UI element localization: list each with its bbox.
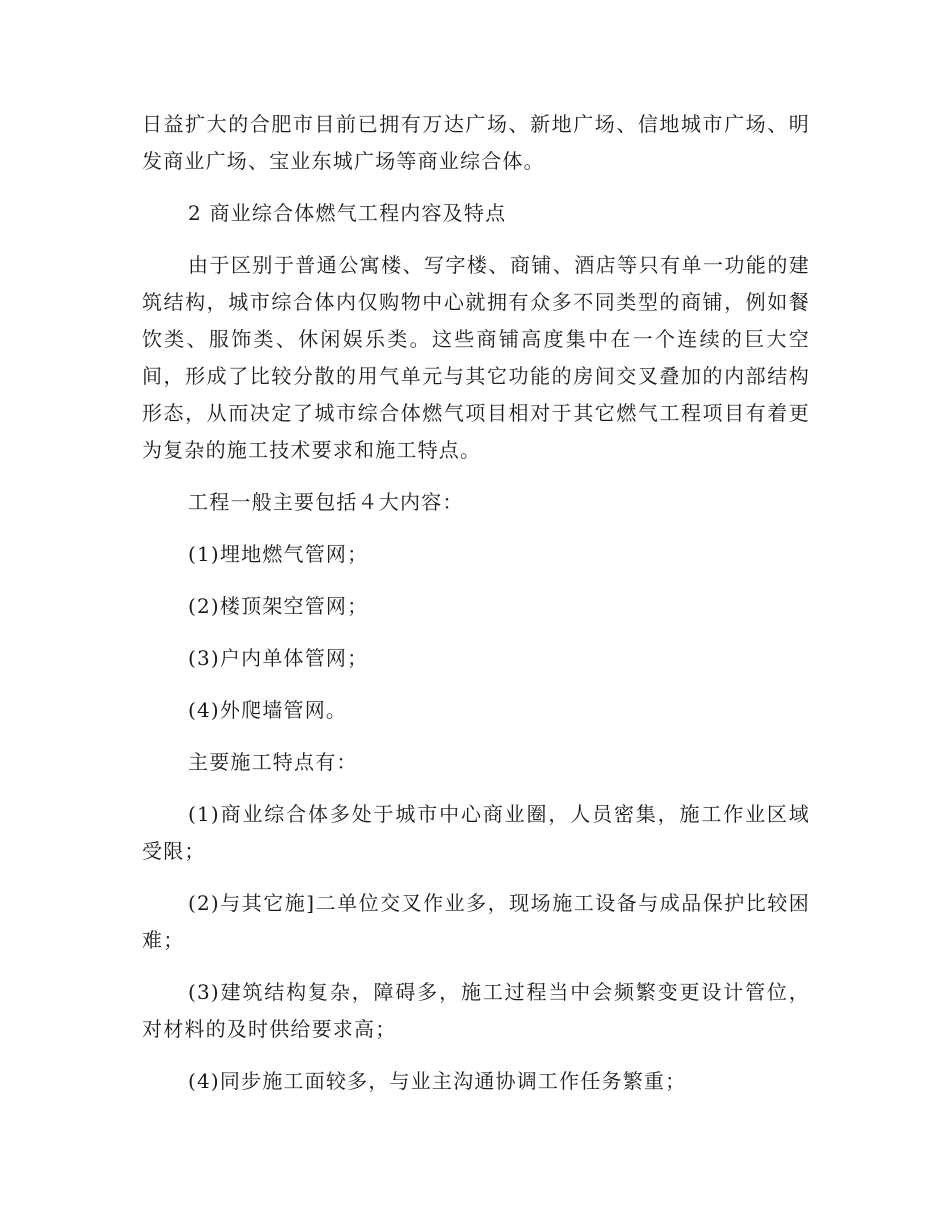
list-item: (3)建筑结构复杂，障碍多，施工过程当中会频繁变更设计管位，对材料的及时供给要求高； xyxy=(142,980,810,1041)
list-item: (3)户内单体管网； xyxy=(188,646,369,670)
document-body xyxy=(142,106,810,1100)
paragraph-intro-continuation: 日益扩大的合肥市目前已拥有万达广场、新地广场、信地城市广场、明发商业广场、宝业东城广场等商业综合体。 xyxy=(142,112,810,173)
list-item: (1)商业综合体多处于城市中心商业圈，人员密集，施工作业区域受限； xyxy=(142,802,810,863)
list-item: (2)楼顶架空管网； xyxy=(188,594,369,618)
list-item: (2)与其它施]二单位交叉作业多，现场施工设备与成品保护比较困难； xyxy=(142,891,810,952)
section-heading: 2 商业综合体燃气工程内容及特点 xyxy=(188,201,507,225)
paragraph-features-intro: 主要施工特点有： xyxy=(188,750,358,774)
list-item: (4)外爬墙管网。 xyxy=(188,698,348,722)
list-item: (1)埋地燃气管网； xyxy=(188,542,369,566)
list-item: (4)同步施工面较多，与业主沟通协调工作任务繁重； xyxy=(188,1069,687,1093)
paragraph-body: 由于区别于普通公寓楼、写字楼、商铺、酒店等只有单一功能的建筑结构，城市综合体内仅购物中心就拥有众多不同类型的商铺，例如餐饮类、服饰类、休闲娱乐类。这些商铺高度集中在一个连续的巨大空间，形成了比较分散的用气单元与其它功能的房间交叉叠加的内部结构形态，从而决定了城市综合体燃气项目相对于其它燃气工程项目有着更为复杂的施工技术要求和施工特点。 xyxy=(142,253,810,462)
paragraph-content-intro: 工程一般主要包括４大内容： xyxy=(188,490,464,514)
